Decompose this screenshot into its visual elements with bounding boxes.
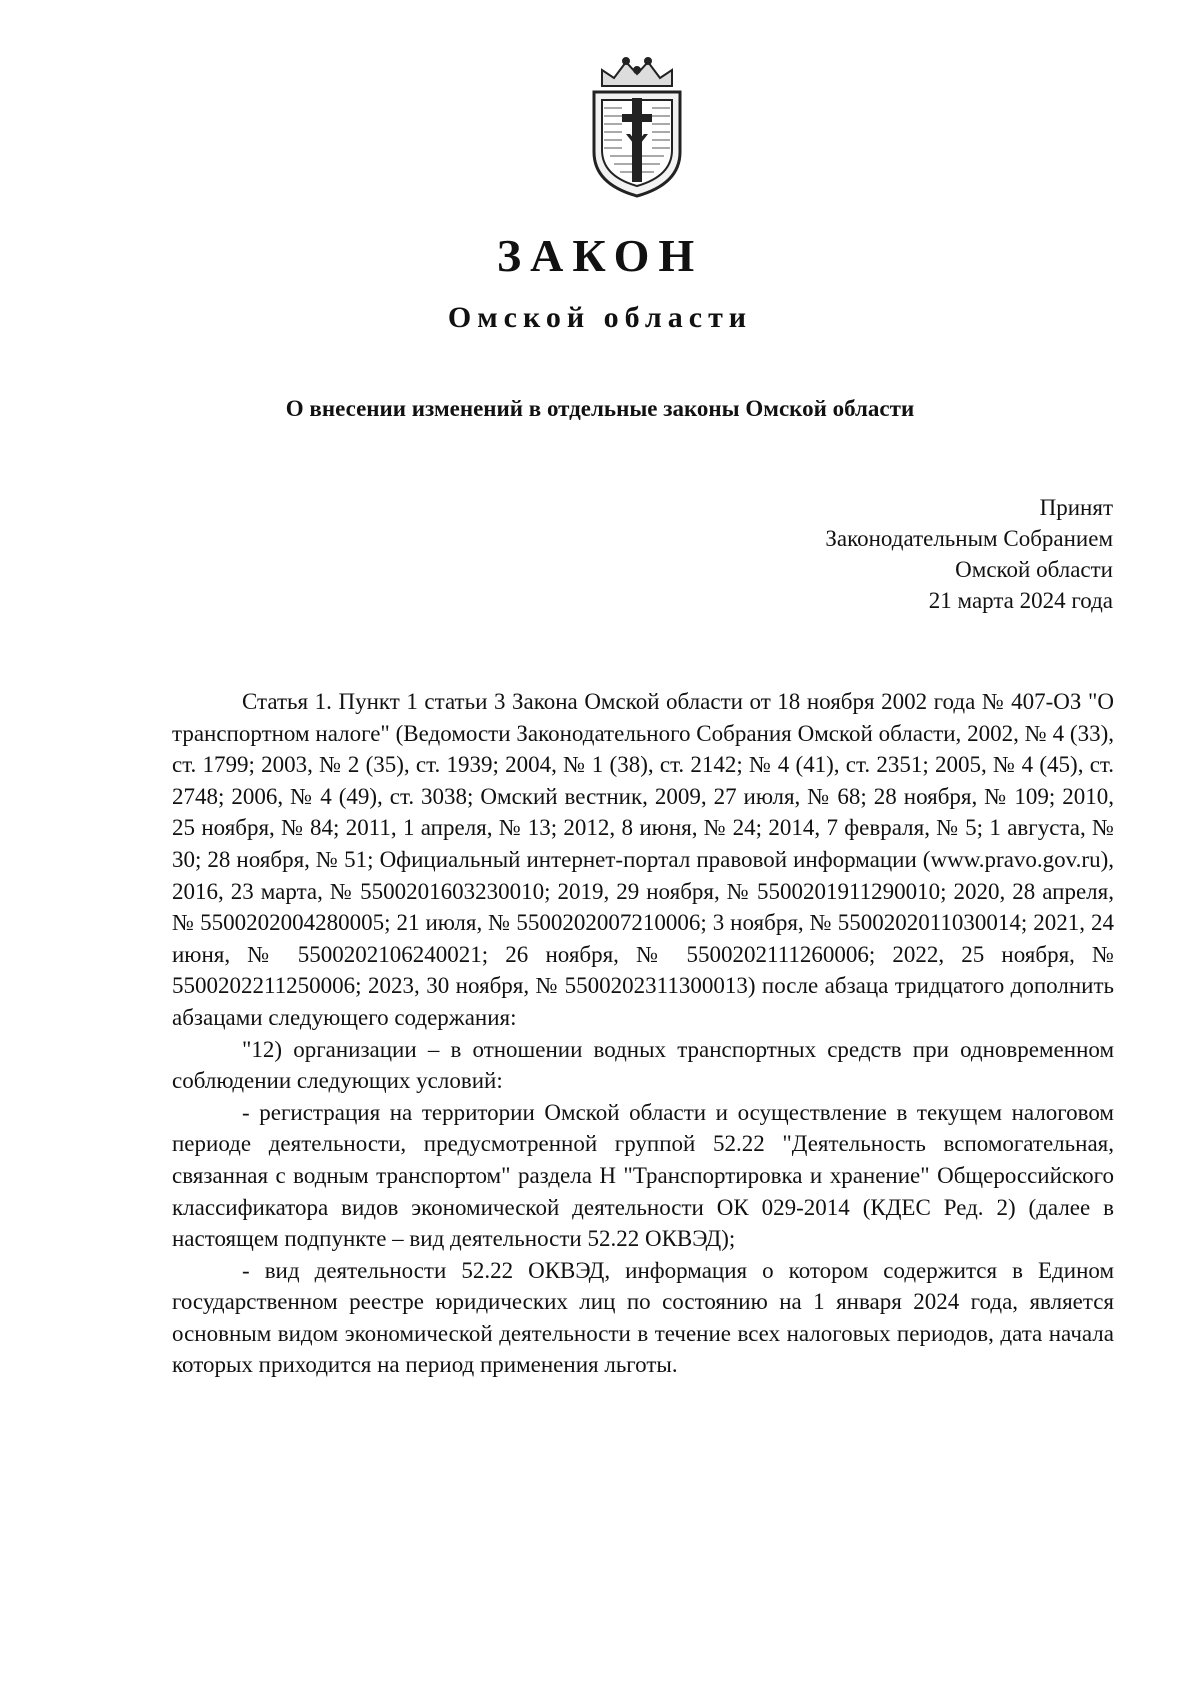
adoption-line: Законодательным Собранием [825,526,1113,551]
body-paragraph: "12) организации – в отношении водных транспортных средств при одновременном соблюдении следующих условий: [172,1036,1114,1094]
adoption-date: 21 марта 2024 года [928,588,1113,613]
law-body [172,686,1114,1381]
law-subject: О внесении изменений в отдельные законы Омской области [285,396,915,421]
article-1-paragraph: Статья 1. Пункт 1 статьи 3 Закона Омской области от 18 ноября 2002 года № 407-ОЗ "О транспортном налоге" (Ведомости Законодательного Собрания Омской области, 2002, № 4 (33), ст. 1799; 2003, № 2 (35), ст. 1939; 2004, № 1 (38), ст. 2142; № 4 (41), ст. 2351; 2005, № 4 (45), ст. 2748; 2006, № 4 (49), ст. 3038; Омский вестник, 2009, 27 июля, № 68; 28 ноября, № 109; 2010, 25 ноября, № 84; 2011, 1 апреля, № 13; 2012, 8 июня, № 24; 2014, 7 февраля, № 5; 1 августа, № 30; 28 ноября, № 51; Официальный интернет-портал правовой информации (www.pravo.gov.ru), 2016, 23 марта, № 5500201603230010; 2019, 29 ноября, № 5500201911290010; 2020, 28 апреля, № 5500202004280005; 21 июля, № 5500202007210006; 3 ноября, № 5500202011030014; 2021, 24 июня, № 5500202106240021; 26 ноября, № 5500202111260006; 2022, 25 ноября, № 5500202211250006; 2023, 30 ноября, № 5500202311300013) после абзаца тридцатого дополнить абзацами следующего содержания: [172,689,1114,1030]
document-title: ЗАКОН [496,230,704,281]
adoption-line: Принят [1039,495,1113,520]
document-subtitle: Омской области [447,301,753,334]
coat-of-arms-icon [582,52,692,200]
adoption-line: Омской области [955,557,1113,582]
body-paragraph: - вид деятельности 52.22 ОКВЭД, информация о котором содержится в Едином государственном реестре юридических лиц по состоянию на 1 января 2024 года, является основным видом экономической деятельности в течение всех налоговых периодов, дата начала которых приходится на период применения льготы. [172,1257,1114,1378]
body-paragraph: - регистрация на территории Омской области и осуществление в текущем налоговом периоде деятельности, предусмотренной группой 52.22 "Деятельность вспомогательная, связанная с водным транспортом" раздела Н "Транспортировка и хранение" Общероссийского классификатора видов экономической деятельности ОК 029-2014 (КДЕС Ред. 2) (далее в настоящем подпункте – вид деятельности 52.22 ОКВЭД); [172,1099,1114,1252]
adoption-block [825,492,1113,616]
